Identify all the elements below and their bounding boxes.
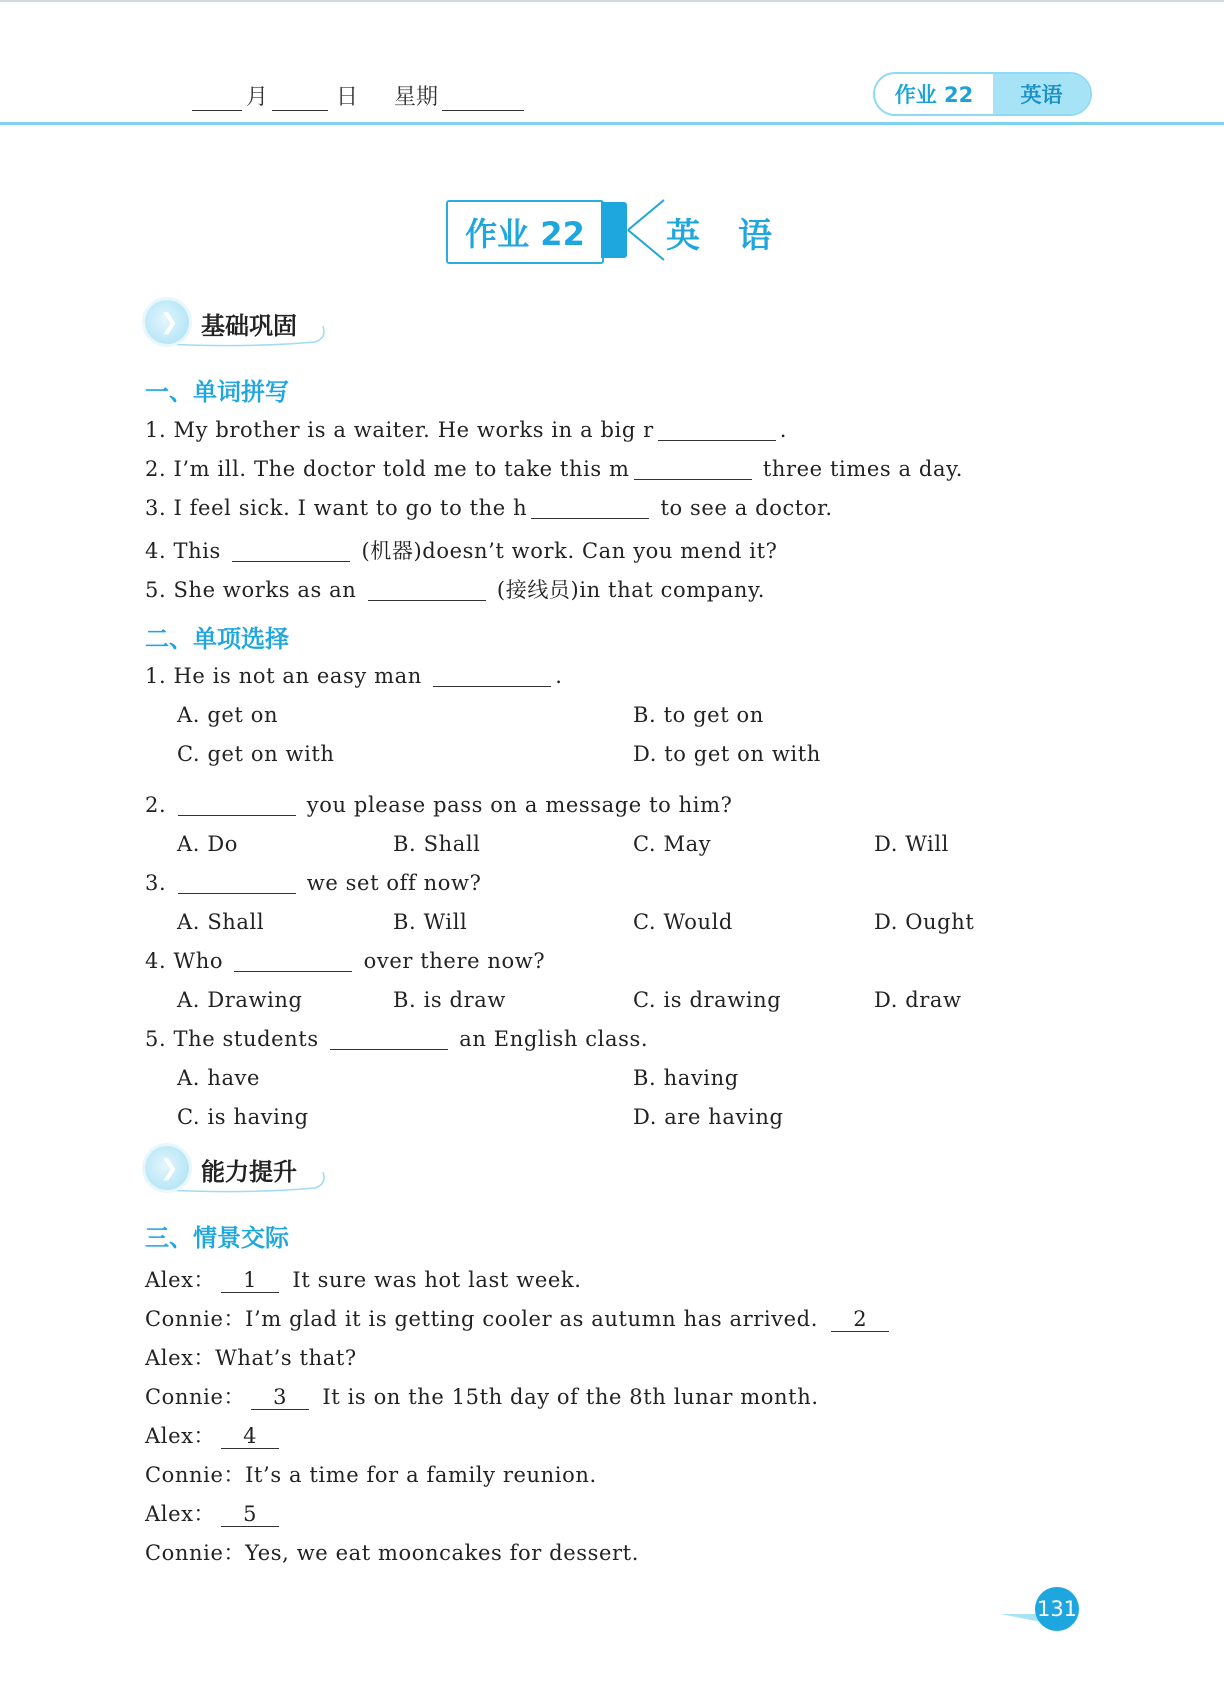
title-subject: 英语 [666, 216, 810, 256]
answer-blank[interactable] [232, 539, 350, 562]
speaker-name: Alex： [145, 1268, 216, 1292]
option-b[interactable]: B. to get on [633, 703, 764, 727]
question-stem [145, 949, 545, 973]
item-text: 3. I feel sick. I want to go to the h [145, 496, 528, 520]
arrow-circle-icon: ❯ [145, 1146, 189, 1190]
dialogue-blank[interactable]: 1 [221, 1268, 279, 1293]
spelling-item [145, 535, 778, 565]
dialogue-blank[interactable]: 5 [221, 1502, 279, 1527]
stem-text: 5. The students [145, 1027, 326, 1051]
answer-blank[interactable] [634, 457, 752, 480]
item-text: 4. This [145, 539, 229, 563]
header-rule [0, 122, 1224, 125]
speaker-name: Alex： [145, 1502, 216, 1526]
dialogue-text: What’s that? [215, 1346, 357, 1370]
item-text: 5. She works as an [145, 578, 364, 602]
option-b[interactable]: B. having [633, 1066, 739, 1090]
dialogue-line [145, 1537, 639, 1567]
spelling-item [145, 496, 833, 520]
part1-heading: 一、单词拼写 [145, 378, 289, 406]
dialogue-line [145, 1303, 895, 1333]
answer-blank[interactable] [531, 496, 649, 519]
section-badge-ability [145, 1146, 330, 1192]
dialogue-line [145, 1342, 357, 1372]
weekday-blank[interactable] [442, 86, 524, 111]
dialogue-blank[interactable]: 4 [221, 1424, 279, 1449]
question-stem [145, 664, 562, 688]
option-a[interactable]: A. Shall [177, 910, 265, 934]
part3-heading: 三、情景交际 [145, 1224, 289, 1252]
dialogue-blank[interactable]: 3 [251, 1385, 309, 1410]
option-d[interactable]: D. are having [633, 1105, 784, 1129]
page-number: 131 [1035, 1587, 1079, 1631]
spelling-item [145, 418, 787, 442]
dialogue-text: It’s a time for a family reunion. [245, 1463, 597, 1487]
item-text: to see a doctor. [653, 496, 833, 520]
weekday-label: 星期 [394, 85, 439, 110]
stem-text: 3. [145, 871, 174, 895]
option-a[interactable]: A. get on [177, 703, 279, 727]
dialogue-text: I’m glad it is getting cooler as autumn has arrived. [245, 1307, 826, 1331]
title-homework-box: 作业 22 [446, 200, 604, 264]
date-line [188, 80, 528, 111]
option-c[interactable]: C. May [633, 832, 712, 856]
stem-text: an English class. [451, 1027, 649, 1051]
stem-text: 2. [145, 793, 174, 817]
dialogue-text: Yes, we eat mooncakes for dessert. [245, 1541, 639, 1565]
option-a[interactable]: A. Do [177, 832, 238, 856]
answer-blank[interactable] [234, 949, 352, 972]
option-c[interactable]: C. get on with [177, 742, 335, 766]
option-c[interactable]: C. is drawing [633, 988, 782, 1012]
dialogue-line [145, 1459, 597, 1489]
speaker-name: Connie： [145, 1307, 246, 1331]
option-d[interactable]: D. Ought [874, 910, 975, 934]
day-blank[interactable] [272, 86, 328, 111]
spelling-item [145, 457, 963, 481]
dialogue-blank[interactable]: 2 [831, 1307, 889, 1332]
speaker-name: Alex： [145, 1424, 216, 1448]
item-text: (机器)doesn’t work. Can you mend it? [354, 539, 778, 563]
question-stem [145, 1027, 648, 1051]
option-b[interactable]: B. is draw [393, 988, 506, 1012]
dialogue-line [145, 1498, 285, 1528]
option-c[interactable]: C. Would [633, 910, 733, 934]
stem-text: you please pass on a message to him? [299, 793, 733, 817]
answer-blank[interactable] [368, 578, 486, 601]
item-text: three times a day. [755, 457, 964, 481]
day-label: 日 [336, 85, 359, 110]
stem-text: 1. He is not an easy man [145, 664, 430, 688]
item-text: . [779, 418, 788, 442]
header-tag [873, 72, 1092, 116]
item-text: 1. My brother is a waiter. He works in a big r [145, 418, 654, 442]
option-d[interactable]: D. Will [874, 832, 950, 856]
header-tag-subject: 英语 [993, 74, 1090, 114]
header-tag-homework: 作业 22 [894, 83, 974, 107]
speaker-name: Alex： [145, 1346, 216, 1370]
spelling-item [145, 574, 765, 604]
speaker-name: Connie： [145, 1385, 246, 1409]
stem-text: 4. Who [145, 949, 231, 973]
answer-blank[interactable] [330, 1027, 448, 1050]
option-a[interactable]: A. have [177, 1066, 261, 1090]
option-d[interactable]: D. to get on with [633, 742, 821, 766]
item-text: 2. I’m ill. The doctor told me to take this m [145, 457, 630, 481]
option-c[interactable]: C. is having [177, 1105, 309, 1129]
question-stem [145, 793, 732, 817]
stem-text: we set off now? [299, 871, 482, 895]
answer-blank[interactable] [178, 871, 296, 894]
month-label: 月 [246, 85, 269, 110]
section-title-basic: 基础巩固 [201, 312, 297, 340]
month-blank[interactable] [192, 86, 242, 111]
title-fork-decoration [624, 196, 668, 264]
dialogue-line [145, 1264, 581, 1294]
option-d[interactable]: D. draw [874, 988, 962, 1012]
dialogue-line [145, 1420, 285, 1450]
stem-text: over there now? [356, 949, 546, 973]
answer-blank[interactable] [178, 793, 296, 816]
stem-text: . [555, 664, 563, 688]
option-b[interactable]: B. Shall [393, 832, 481, 856]
arrow-circle-icon: ❯ [145, 300, 189, 344]
section-badge-basic [145, 300, 330, 346]
item-text: (接线员)in that company. [489, 578, 765, 602]
speaker-name: Connie： [145, 1463, 246, 1487]
dialogue-text: It sure was hot last week. [285, 1268, 582, 1292]
option-b[interactable]: B. Will [393, 910, 468, 934]
option-a[interactable]: A. Drawing [177, 988, 303, 1012]
answer-blank[interactable] [658, 418, 776, 441]
speaker-name: Connie： [145, 1541, 246, 1565]
dialogue-line [145, 1381, 819, 1411]
answer-blank[interactable] [433, 664, 551, 687]
section-title-ability: 能力提升 [201, 1158, 297, 1186]
part2-heading: 二、单项选择 [145, 625, 289, 653]
top-border [0, 0, 1224, 2]
dialogue-text: It is on the 15th day of the 8th lunar month. [315, 1385, 819, 1409]
question-stem [145, 871, 481, 895]
